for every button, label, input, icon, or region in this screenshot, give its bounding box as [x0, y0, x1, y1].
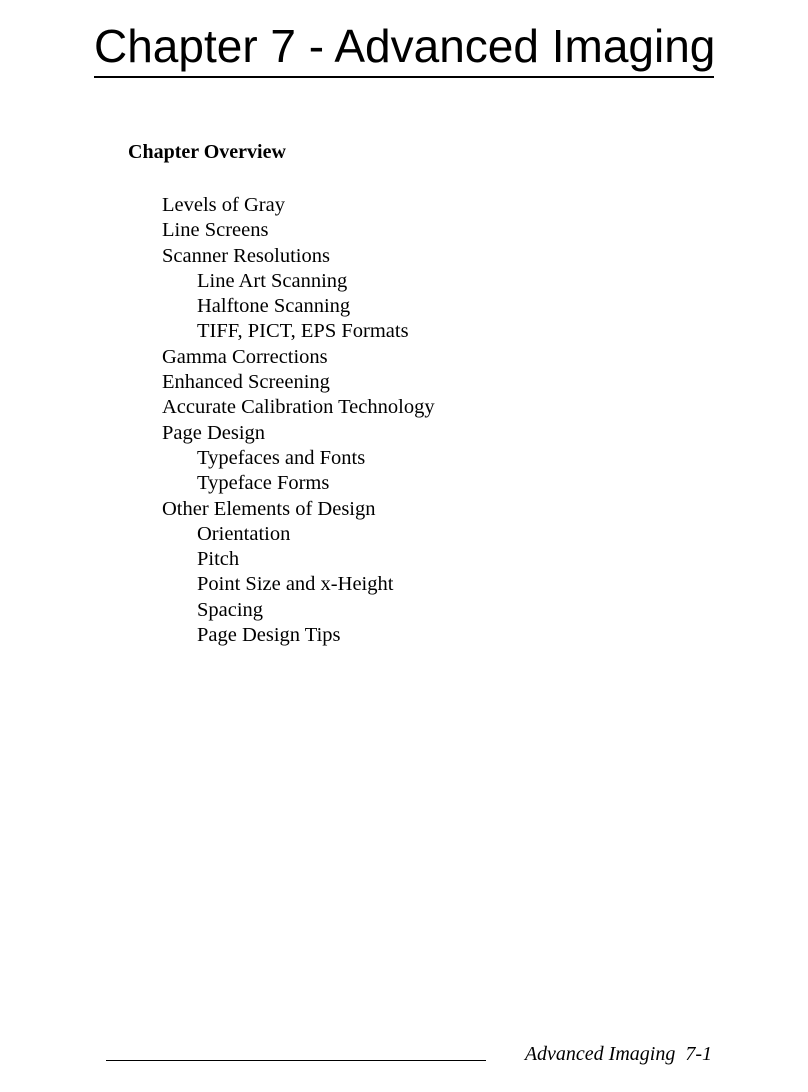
overview-item: Levels of Gray — [162, 194, 285, 216]
chapter-title: Chapter 7 - Advanced Imaging — [94, 20, 716, 72]
overview-subitem: Line Art Scanning — [197, 269, 348, 292]
overview-item: Other Elements of Design — [162, 497, 376, 520]
overview-subitem: Page Design Tips — [197, 624, 341, 647]
title-rule — [94, 76, 714, 78]
overview-item: Enhanced Screening — [162, 371, 330, 394]
overview-subitem: Spacing — [197, 598, 264, 621]
overview-item: Accurate Calibration Technology — [162, 396, 435, 419]
overview-item: Page Design — [162, 421, 266, 444]
overview-subitem: Point Size and x-Height — [197, 573, 394, 596]
overview-subitem: Pitch — [197, 548, 240, 571]
overview-subitem: Orientation — [197, 522, 291, 545]
overview-heading: Chapter Overview — [128, 141, 286, 163]
overview-item: Gamma Corrections — [162, 345, 328, 368]
footer-section-title: Advanced Imaging — [524, 1043, 676, 1065]
overview-subitem: TIFF, PICT, EPS Formats — [197, 320, 409, 343]
overview-subitem: Typeface Forms — [197, 472, 330, 495]
overview-item: Scanner Resolutions — [162, 244, 330, 267]
page-footer — [525, 1042, 712, 1066]
footer-rule — [106, 1060, 486, 1061]
overview-item: Line Screens — [162, 219, 269, 242]
overview-subitem: Typefaces and Fonts — [197, 446, 366, 469]
page-number: 7-1 — [685, 1043, 712, 1065]
overview-list — [162, 193, 435, 648]
overview-subitem: Halftone Scanning — [197, 295, 351, 318]
